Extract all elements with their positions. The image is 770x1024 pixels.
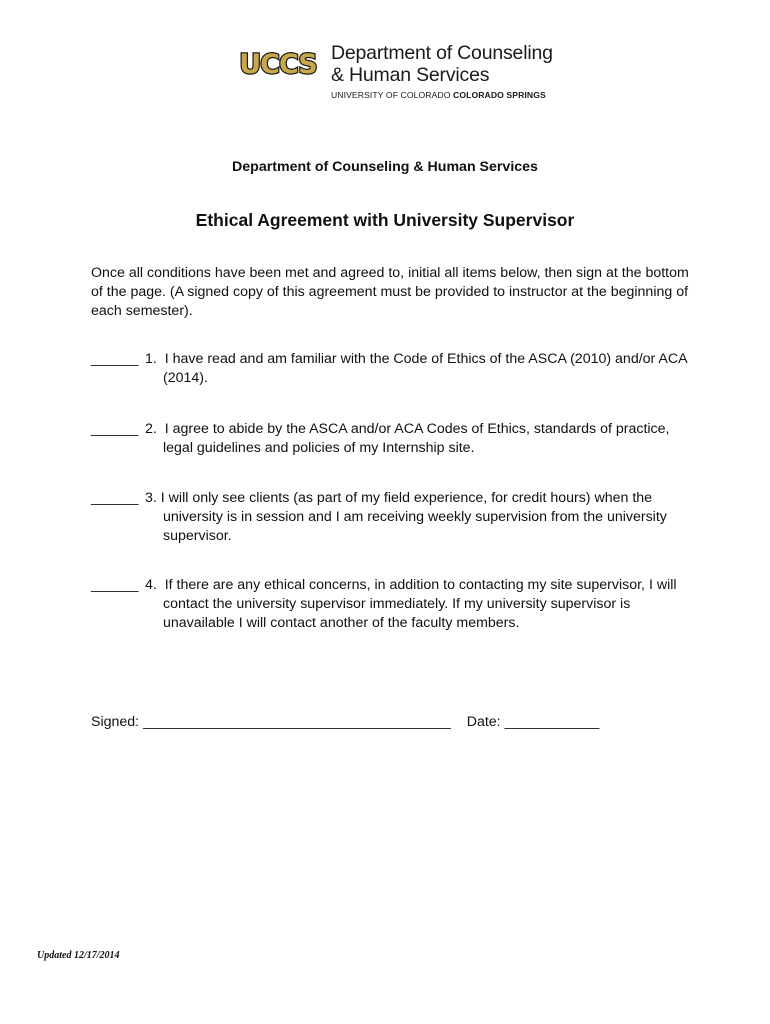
item-number: 3. [145,490,157,506]
intro-paragraph: Once all conditions have been met and agreed to, initial all items below, then sign at the bottom of the page. (A signed copy of this agreement must be provided to instructor at the beginning of each semester). [91,265,689,319]
department-logo [230,42,570,104]
university-name-regular: UNIVERSITY OF COLORADO [331,90,451,100]
item-text: I will only see clients (as part of my field experience, for credit hours) when the university is in session and I am receiving weekly supervision from the university supervisor. [160,490,667,544]
university-name-bold: COLORADO SPRINGS [453,90,546,100]
signature-row [91,714,599,730]
updated-footer: Updated 12/17/2014 [37,950,120,961]
agreement-item [91,489,701,546]
item-number: 4. [145,577,157,593]
date-label: Date: [466,714,501,730]
agreement-item [91,576,701,633]
department-heading: Department of Counseling & Human Services [232,159,538,175]
logo-dept-line1: Department of Counseling [331,42,553,64]
initial-blank[interactable]: ______ [91,351,139,367]
agreement-item [91,350,701,388]
item-text: If there are any ethical concerns, in addition to contacting my site supervisor, I will contact the university supervisor immediately. If my university supervisor is unavailable I will contact another of the faculty members. [163,577,677,631]
logo-department-name [331,42,553,86]
item-number: 2. [145,421,157,437]
initial-blank[interactable]: ______ [91,577,139,593]
uccs-logo-icon [232,48,324,78]
logo-dept-line2: & Human Services [331,64,490,86]
item-text: I have read and am familiar with the Code of Ethics of the ASCA (2010) and/or ACA (2014). [163,351,687,386]
signature-field[interactable]: _______________________________________ [143,714,451,730]
page-title: Ethical Agreement with University Supervisor [195,210,575,230]
svg-text:UCCS: UCCS [239,49,317,78]
item-text: I agree to abide by the ASCA and/or ACA Codes of Ethics, standards of practice, legal guidelines and policies of my Internship site. [163,421,670,456]
logo-university-name [331,90,546,100]
initial-blank[interactable]: ______ [91,421,139,437]
initial-blank[interactable]: ______ [91,490,139,506]
agreement-item [91,420,701,458]
item-number: 1. [145,351,157,367]
date-field[interactable]: ____________ [504,714,600,730]
signed-label: Signed: [91,714,140,730]
